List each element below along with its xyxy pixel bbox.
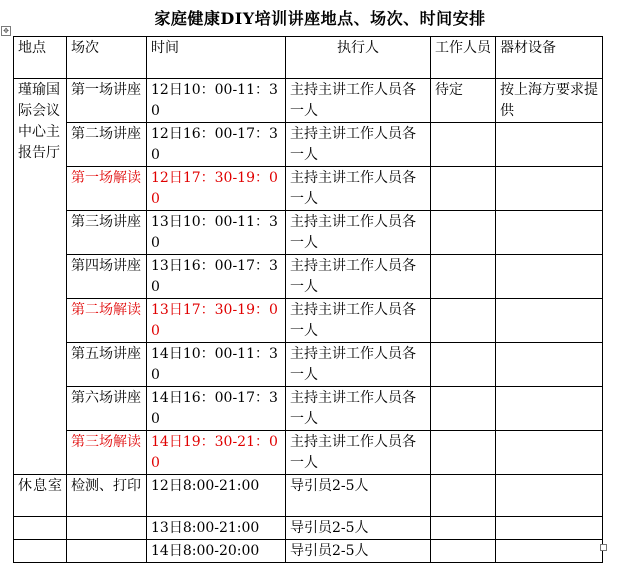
time-cell: 13日10：00-11：30 xyxy=(147,211,286,255)
rest-session-cell: 检测、打印 xyxy=(67,475,147,517)
table-row xyxy=(14,123,603,167)
staff-cell xyxy=(431,343,496,387)
session-cell: 第五场讲座 xyxy=(67,343,147,387)
table-row xyxy=(14,299,603,343)
session-cell: 第六场讲座 xyxy=(67,387,147,431)
session-cell: 第二场讲座 xyxy=(67,123,147,167)
equipment-cell xyxy=(496,387,603,431)
table-row xyxy=(14,540,603,563)
header-cell: 时间 xyxy=(147,37,286,79)
header-cell: 场次 xyxy=(67,37,147,79)
executor-cell: 主持主讲工作人员各一人 xyxy=(286,167,431,211)
executor-cell: 主持主讲工作人员各一人 xyxy=(286,343,431,387)
session-cell: 第四场讲座 xyxy=(67,255,147,299)
header-cell: 地点 xyxy=(14,37,67,79)
time-cell: 13日8:00-21:00 xyxy=(147,517,286,540)
staff-cell xyxy=(431,255,496,299)
time-cell: 12日17：30-19：00 xyxy=(147,167,286,211)
executor-cell: 导引员2-5人 xyxy=(286,517,431,540)
staff-cell: 待定 xyxy=(431,79,496,123)
equipment-cell xyxy=(496,475,603,517)
executor-cell: 导引员2-5人 xyxy=(286,475,431,517)
equipment-cell xyxy=(496,540,603,563)
rest-venue-cell xyxy=(14,540,67,563)
resize-handle-icon[interactable] xyxy=(600,544,607,551)
rest-venue-cell: 休息室 xyxy=(14,475,67,517)
session-cell: 第三场讲座 xyxy=(67,211,147,255)
executor-cell: 主持主讲工作人员各一人 xyxy=(286,431,431,475)
time-cell: 13日16：00-17：30 xyxy=(147,255,286,299)
header-cell: 执行人 xyxy=(286,37,431,79)
header-row xyxy=(14,37,603,79)
time-cell: 12日16：00-17：30 xyxy=(147,123,286,167)
rest-venue-cell xyxy=(14,517,67,540)
session-cell: 第三场解读 xyxy=(67,431,147,475)
session-cell: 第一场解读 xyxy=(67,167,147,211)
staff-cell xyxy=(431,431,496,475)
table-row xyxy=(14,517,603,540)
staff-cell xyxy=(431,387,496,431)
equipment-cell xyxy=(496,431,603,475)
time-cell: 12日8:00-21:00 xyxy=(147,475,286,517)
time-cell: 14日10：00-11：30 xyxy=(147,343,286,387)
table-row xyxy=(14,387,603,431)
time-cell: 14日16：00-17：30 xyxy=(147,387,286,431)
equipment-cell: 按上海方要求提供 xyxy=(496,79,603,123)
venue-cell: 瑾瑜国际会议中心主报告厅 xyxy=(14,79,67,475)
move-handle-icon[interactable]: ✥ xyxy=(1,26,11,36)
staff-cell xyxy=(431,475,496,517)
header-cell: 工作人员 xyxy=(431,37,496,79)
table-row xyxy=(14,475,603,517)
equipment-cell xyxy=(496,343,603,387)
session-cell: 第一场讲座 xyxy=(67,79,147,123)
table-row xyxy=(14,167,603,211)
document-title: 家庭健康DIY培训讲座地点、场次、时间安排 xyxy=(154,9,486,28)
rest-session-cell xyxy=(67,517,147,540)
equipment-cell xyxy=(496,255,603,299)
schedule-table xyxy=(13,36,603,563)
staff-cell xyxy=(431,167,496,211)
staff-cell xyxy=(431,211,496,255)
rest-session-cell xyxy=(67,540,147,563)
executor-cell: 导引员2-5人 xyxy=(286,540,431,563)
equipment-cell xyxy=(496,211,603,255)
time-cell: 14日19：30-21：00 xyxy=(147,431,286,475)
executor-cell: 主持主讲工作人员各一人 xyxy=(286,255,431,299)
executor-cell: 主持主讲工作人员各一人 xyxy=(286,123,431,167)
equipment-cell xyxy=(496,123,603,167)
time-cell: 14日8:00-20:00 xyxy=(147,540,286,563)
staff-cell xyxy=(431,517,496,540)
time-cell: 13日17：30-19：00 xyxy=(147,299,286,343)
staff-cell xyxy=(431,299,496,343)
session-cell: 第二场解读 xyxy=(67,299,147,343)
equipment-cell xyxy=(496,517,603,540)
executor-cell: 主持主讲工作人员各一人 xyxy=(286,387,431,431)
table-row xyxy=(14,255,603,299)
equipment-cell xyxy=(496,299,603,343)
staff-cell xyxy=(431,123,496,167)
time-cell: 12日10：00-11：30 xyxy=(147,79,286,123)
table-row xyxy=(14,431,603,475)
executor-cell: 主持主讲工作人员各一人 xyxy=(286,79,431,123)
equipment-cell xyxy=(496,167,603,211)
staff-cell xyxy=(431,540,496,563)
executor-cell: 主持主讲工作人员各一人 xyxy=(286,211,431,255)
header-cell: 器材设备 xyxy=(496,37,603,79)
table-row xyxy=(14,343,603,387)
table-row xyxy=(14,211,603,255)
table-row xyxy=(14,79,603,123)
executor-cell: 主持主讲工作人员各一人 xyxy=(286,299,431,343)
